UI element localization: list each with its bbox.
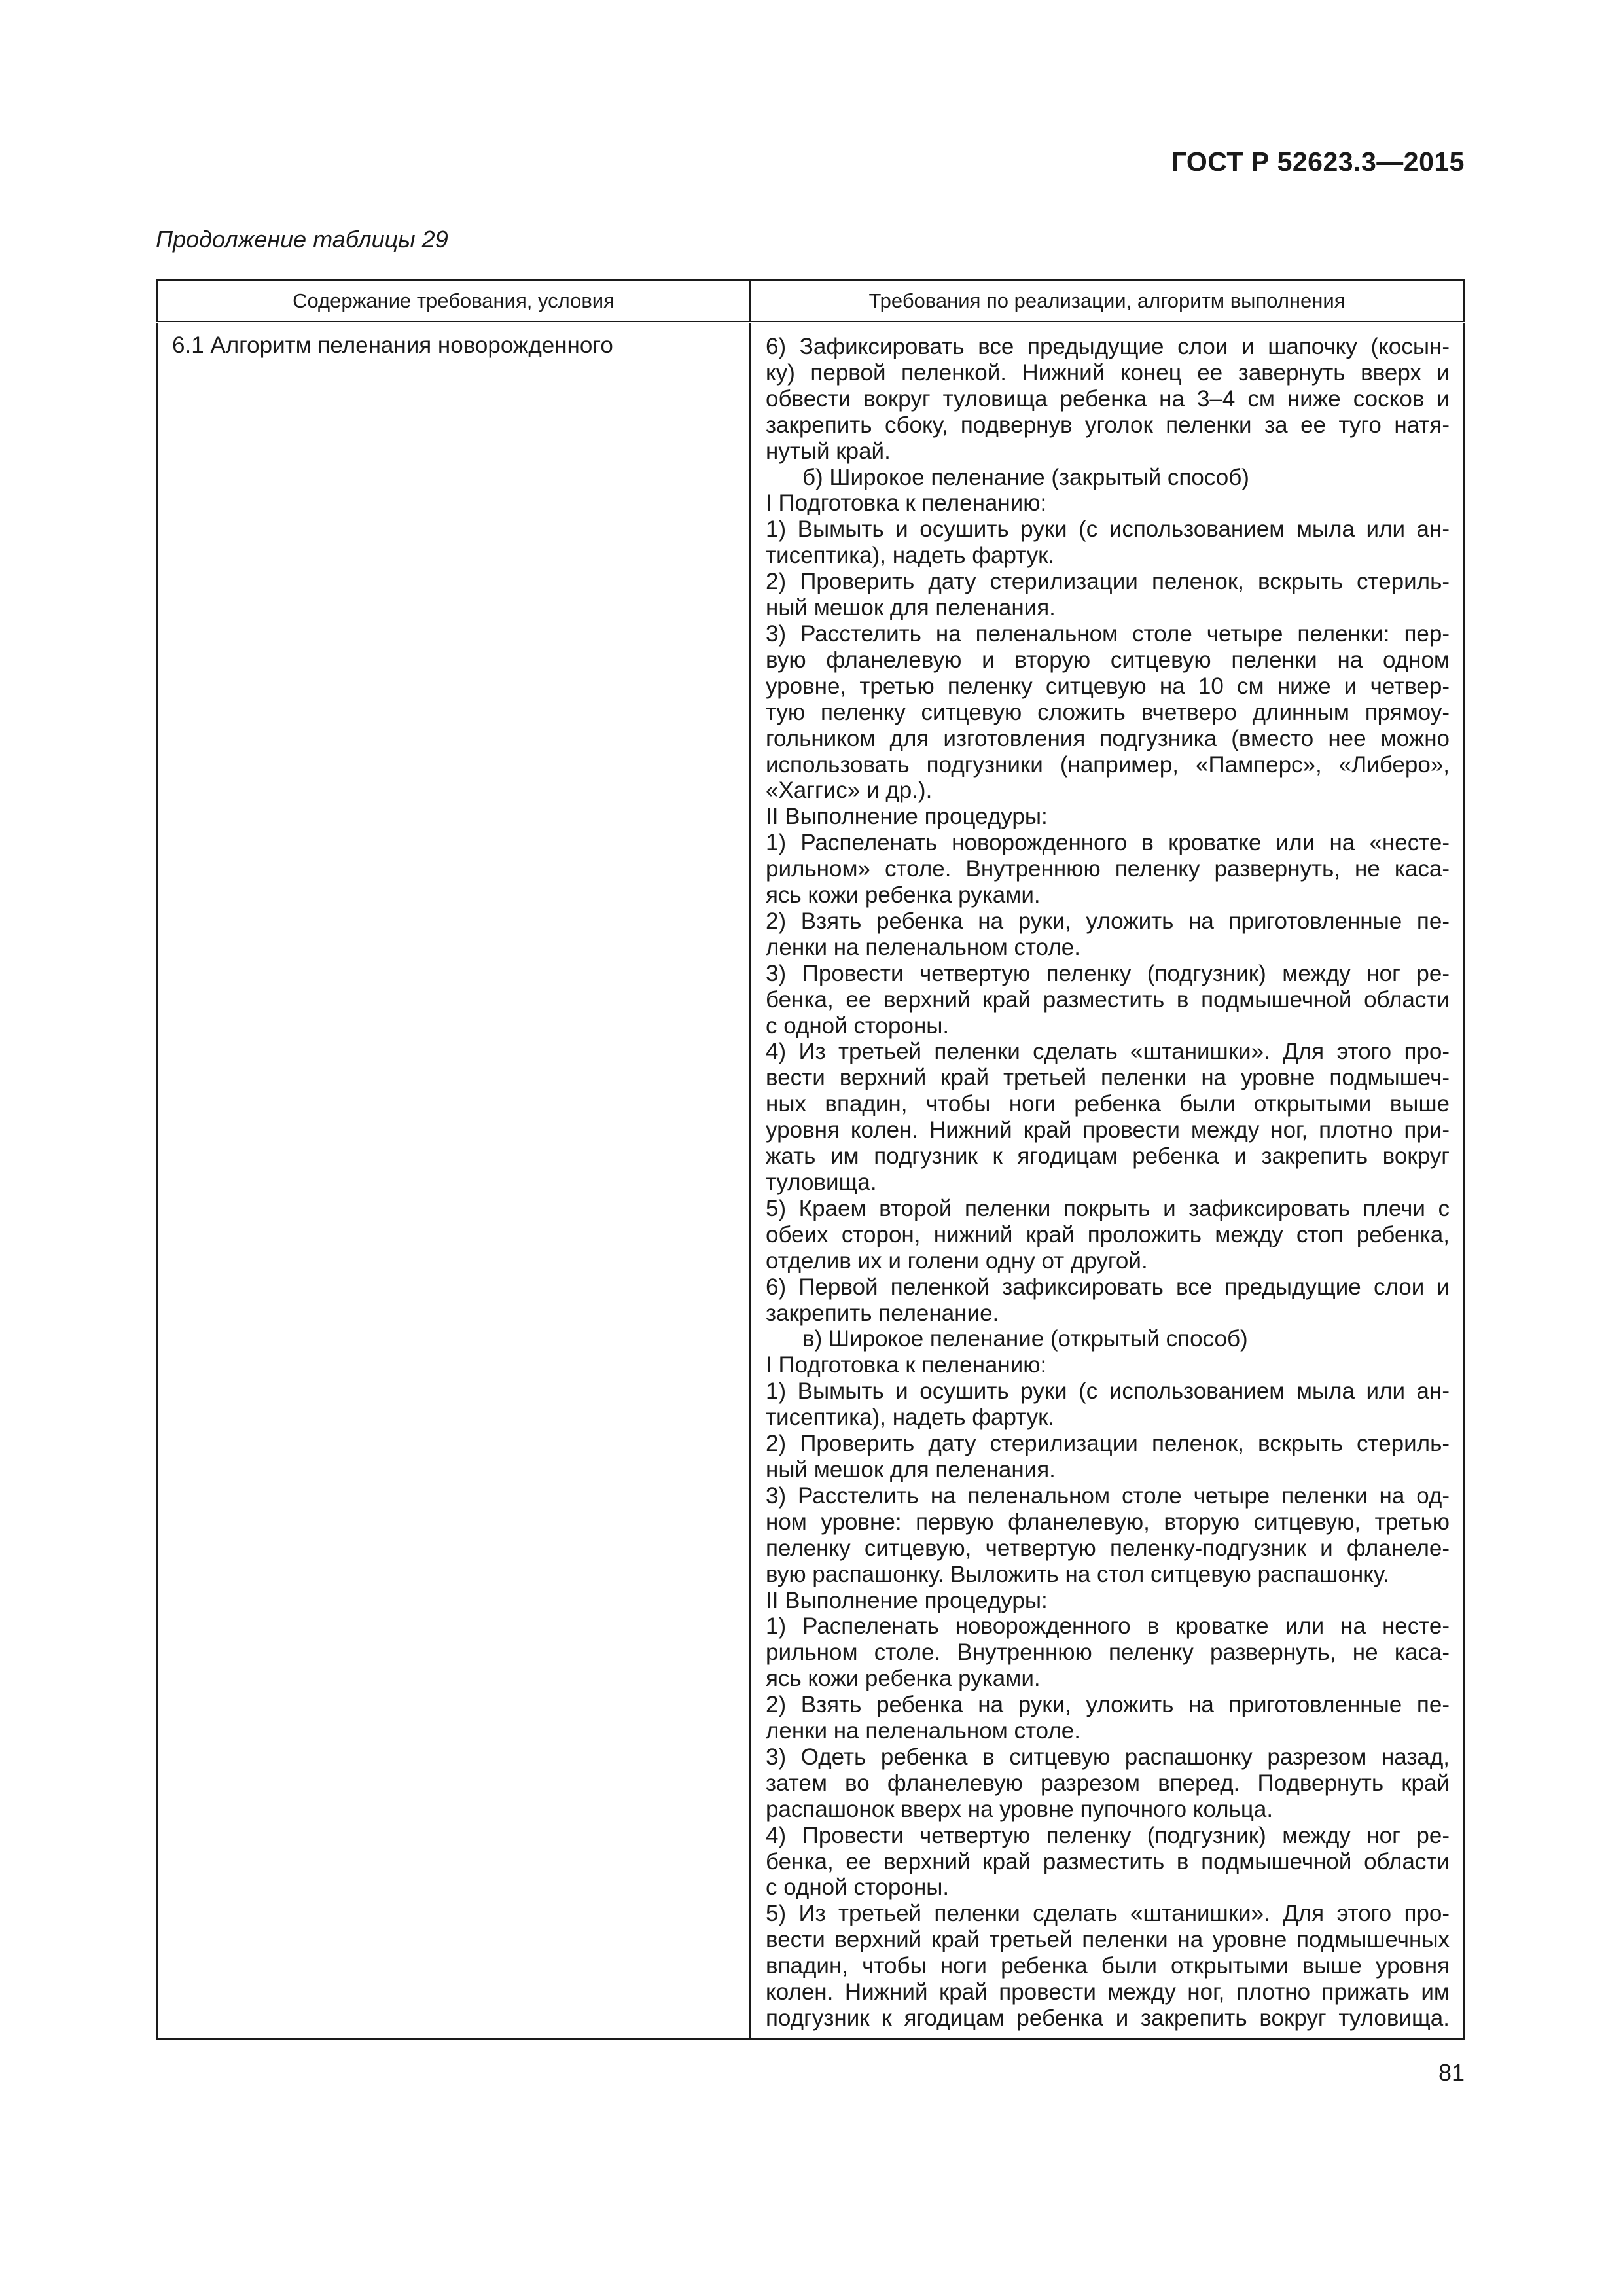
algorithm-line: жать им подгузник к ягодицам ребенка и закрепить вокруг: [766, 1143, 1450, 1170]
algorithm-cell: [751, 323, 1464, 2039]
algorithm-line: использовать подгузники (например, «Памперс», «Либеро»,: [766, 751, 1450, 778]
algorithm-line: 2) Взять ребенка на руки, уложить на приготовленные пе-: [766, 1692, 1450, 1718]
algorithm-line: обеих сторон, нижний край проложить между стоп ребенка,: [766, 1221, 1450, 1247]
algorithm-line: II Выполнение процедуры:: [766, 1587, 1048, 1613]
algorithm-line: тую пеленку ситцевую сложить вчетверо длинным прямоу-: [766, 699, 1450, 725]
algorithm-line: распашонок вверх на уровне пупочного кольца.: [766, 1796, 1274, 1822]
algorithm-line: рильном» столе. Внутреннюю пеленку развернуть, не каса-: [766, 856, 1450, 882]
algorithm-line: впадин, чтобы ноги ребенка были открытыми выше уровня: [766, 1953, 1450, 1979]
algorithm-line: затем во фланелевую разрезом вперед. Подвернуть край: [766, 1770, 1450, 1796]
algorithm-line: в) Широкое пеленание (открытый способ): [802, 1326, 1248, 1352]
algorithm-line: с одной стороны.: [766, 1013, 950, 1039]
algorithm-line: тисептика), надеть фартук.: [766, 1405, 1055, 1431]
algorithm-line: ленки на пеленальном столе.: [766, 1718, 1080, 1744]
algorithm-line: подгузник к ягодицам ребенка и закрепить вокруг туловища.: [766, 2005, 1450, 2031]
algorithm-line: 2) Взять ребенка на руки, уложить на приготовленные пе-: [766, 908, 1450, 934]
table-row: [157, 323, 1464, 2039]
algorithm-line: 1) Вымыть и осушить руки (с использованием мыла или ан-: [766, 1378, 1450, 1405]
algorithm-line: 3) Одеть ребенка в ситцевую распашонку разрезом назад,: [766, 1744, 1450, 1770]
algorithm-line: 1) Вымыть и осушить руки (с использованием мыла или ан-: [766, 516, 1450, 543]
algorithm-line: ку) первой пеленкой. Нижний конец ее завернуть вверх и: [766, 359, 1450, 386]
algorithm-line: закрепить сбоку, подвернув уголок пеленки за ее туго натя-: [766, 412, 1450, 438]
algorithm-line: вую распашонку. Выложить на стол ситцевую распашонку.: [766, 1561, 1389, 1587]
algorithm-line: пеленку ситцевую, четвертую пеленку-подгузник и фланеле-: [766, 1535, 1450, 1561]
algorithm-line: II Выполнение процедуры:: [766, 804, 1048, 830]
requirement-cell: 6.1 Алгоритм пеленания новорожденного: [157, 323, 751, 2039]
algorithm-line: бенка, ее верхний край разместить в подмышечной области: [766, 1848, 1450, 1874]
algorithm-line: 3) Провести четвертую пеленку (подгузник) между ног ре-: [766, 960, 1450, 986]
page-number: 81: [1438, 2059, 1465, 2086]
table-continuation-label: Продолжение таблицы 29: [156, 226, 448, 253]
algorithm-line: 1) Распеленать новорожденного в кроватке или на «несте-: [766, 830, 1450, 856]
algorithm-line: обвести вокруг туловища ребенка на 3–4 см ниже сосков и: [766, 386, 1450, 412]
column-header-requirement: Содержание требования, условия: [157, 280, 751, 323]
algorithm-line: отделив их и голени одну от другой.: [766, 1247, 1148, 1274]
algorithm-line: ясь кожи ребенка руками.: [766, 1666, 1041, 1692]
algorithm-line: 4) Из третьей пеленки сделать «штанишки». Для этого про-: [766, 1039, 1450, 1065]
algorithm-line: закрепить пеленание.: [766, 1300, 999, 1326]
algorithm-line: ных впадин, чтобы ноги ребенка были открытыми выше: [766, 1091, 1450, 1117]
algorithm-line: с одной стороны.: [766, 1874, 950, 1901]
algorithm-line: вести верхний край третьей пеленки на уровне подмышечных: [766, 1927, 1450, 1953]
algorithm-line: «Хаггис» и др.).: [766, 778, 933, 804]
algorithm-line: ном уровне: первую фланелевую, вторую ситцевую, третью: [766, 1509, 1450, 1535]
requirements-table: [156, 279, 1465, 2040]
algorithm-line: ный мешок для пеленания.: [766, 595, 1056, 621]
algorithm-line: нутый край.: [766, 438, 891, 464]
algorithm-line: уровня колен. Нижний край провести между ног, плотно при-: [766, 1117, 1450, 1143]
algorithm-line: вую фланелевую и вторую ситцевую пеленки на одном: [766, 647, 1450, 673]
algorithm-line: б) Широкое пеленание (закрытый способ): [802, 464, 1249, 490]
algorithm-line: 6) Зафиксировать все предыдущие слои и шапочку (косын-: [766, 334, 1450, 359]
algorithm-line: 5) Краем второй пеленки покрыть и зафиксировать плечи с: [766, 1195, 1450, 1221]
algorithm-line: 5) Из третьей пеленки сделать «штанишки». Для этого про-: [766, 1901, 1450, 1927]
algorithm-line: уровне, третью пеленку ситцевую на 10 см ниже и четвер-: [766, 673, 1450, 699]
algorithm-line: 4) Провести четвертую пеленку (подгузник) между ног ре-: [766, 1822, 1450, 1848]
algorithm-line: тисептика), надеть фартук.: [766, 543, 1055, 569]
algorithm-line: 1) Распеленать новорожденного в кроватке или на несте-: [766, 1613, 1450, 1640]
algorithm-line: ный мешок для пеленания.: [766, 1456, 1056, 1482]
algorithm-line: 2) Проверить дату стерилизации пеленок, вскрыть стериль-: [766, 569, 1450, 595]
algorithm-line: I Подготовка к пеленанию:: [766, 490, 1047, 516]
algorithm-line: бенка, ее верхний край разместить в подмышечной области: [766, 986, 1450, 1013]
table-header-row: [157, 280, 1464, 323]
algorithm-line: ленки на пеленальном столе.: [766, 934, 1080, 960]
algorithm-line: 2) Проверить дату стерилизации пеленок, вскрыть стериль-: [766, 1431, 1450, 1457]
algorithm-line: I Подготовка к пеленанию:: [766, 1352, 1047, 1378]
document-code: ГОСТ Р 52623.3—2015: [1171, 147, 1465, 177]
algorithm-line: туловища.: [766, 1170, 877, 1195]
algorithm-line: ясь кожи ребенка руками.: [766, 882, 1041, 908]
algorithm-line: 3) Расстелить на пеленальном столе четыре пеленки на од-: [766, 1482, 1450, 1509]
algorithm-line: гольником для изготовления подгузника (вместо нее можно: [766, 725, 1450, 751]
column-header-implementation: Требования по реализации, алгоритм выполнения: [751, 280, 1464, 323]
algorithm-line: рильном столе. Внутреннюю пеленку развернуть, не каса-: [766, 1640, 1450, 1666]
algorithm-line: вести верхний край третьей пеленки на уровне подмышеч-: [766, 1065, 1450, 1091]
algorithm-line: 3) Расстелить на пеленальном столе четыре пеленки: пер-: [766, 620, 1450, 647]
algorithm-line: 6) Первой пеленкой зафиксировать все предыдущие слои и: [766, 1274, 1450, 1300]
algorithm-line: колен. Нижний край провести между ног, плотно прижать им: [766, 1979, 1450, 2005]
